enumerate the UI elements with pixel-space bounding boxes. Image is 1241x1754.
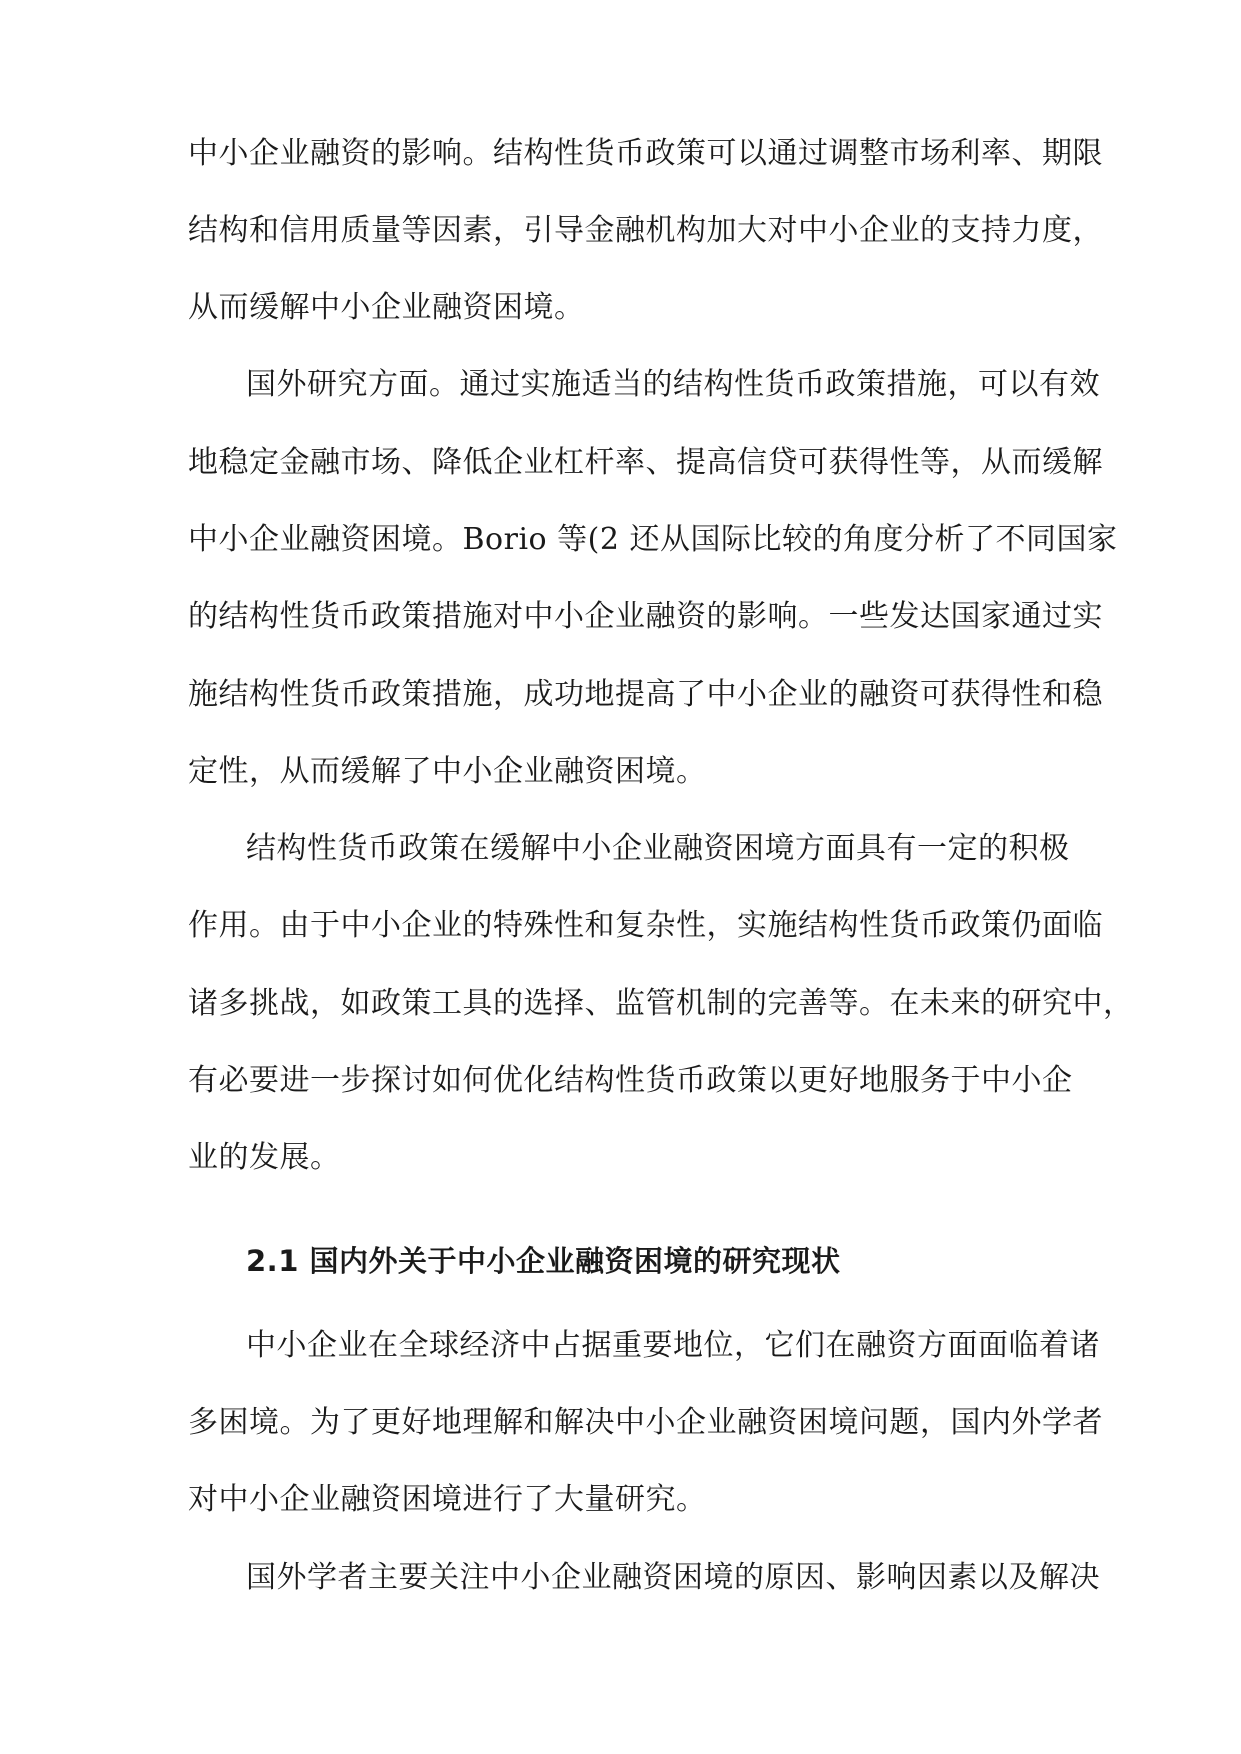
paragraph-line: 地稳定金融市场、降低企业杠杆率、提高信贷可获得性等，从而缓解 [188, 445, 1103, 480]
paragraph-line: 从而缓解中小企业融资困境。 [188, 290, 585, 325]
paragraph-line: 有必要进一步探讨如何优化结构性货币政策以更好地服务于中小企 [188, 1063, 1073, 1098]
paragraph-line: 的结构性货币政策措施对中小企业融资的影响。一些发达国家通过实 [188, 599, 1103, 634]
paragraph-line: 结构和信用质量等因素，引导金融机构加大对中小企业的支持力度， [188, 213, 1103, 248]
paragraph-line: 定性，从而缓解了中小企业融资困境。 [188, 754, 707, 789]
paragraph-line: 中小企业在全球经济中占据重要地位，它们在融资方面面临着诸 [246, 1328, 1100, 1363]
section-heading: 2.1 国内外关于中小企业融资困境的研究现状 [246, 1244, 841, 1278]
paragraph-line: 作用。由于中小企业的特殊性和复杂性，实施结构性货币政策仍面临 [188, 908, 1103, 943]
paragraph-line: 国外研究方面。通过实施适当的结构性货币政策措施，可以有效 [246, 367, 1100, 402]
paragraph-line: 中小企业融资的影响。结构性货币政策可以通过调整市场利率、期限 [188, 136, 1103, 171]
paragraph-line: 业的发展。 [188, 1140, 341, 1175]
paragraph-line: 诸多挑战，如政策工具的选择、监管机制的完善等。在未来的研究中， [188, 986, 1134, 1021]
paragraph-line: 结构性货币政策在缓解中小企业融资困境方面具有一定的积极 [246, 831, 1070, 866]
paragraph-line: 施结构性货币政策措施，成功地提高了中小企业的融资可获得性和稳 [188, 677, 1103, 712]
paragraph-line: 国外学者主要关注中小企业融资困境的原因、影响因素以及解决 [246, 1560, 1100, 1595]
paragraph-line: 中小企业融资困境。Borio 等(2 还从国际比较的角度分析了不同国家 [188, 522, 1118, 557]
paragraph-line: 多困境。为了更好地理解和解决中小企业融资困境问题，国内外学者 [188, 1405, 1103, 1440]
paragraph-line: 对中小企业融资困境进行了大量研究。 [188, 1482, 707, 1517]
